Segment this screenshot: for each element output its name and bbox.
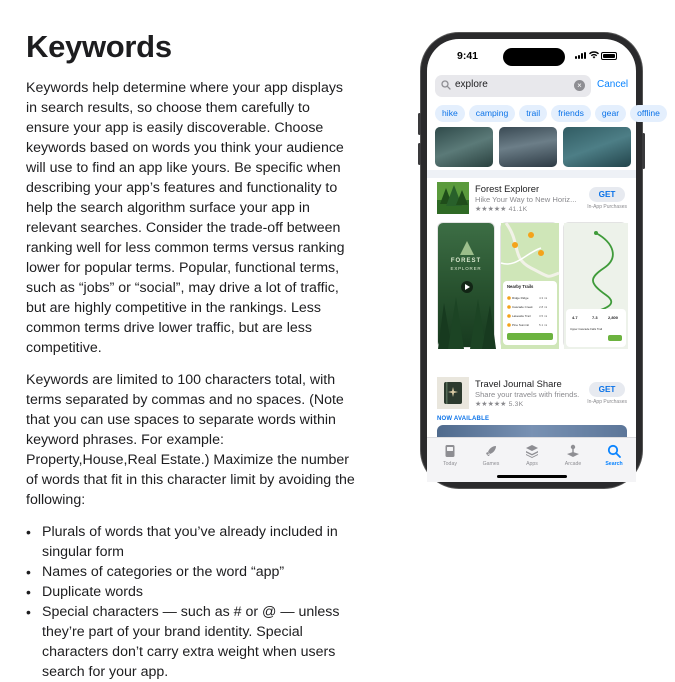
today-icon: [443, 444, 457, 458]
search-input[interactable]: [435, 75, 591, 97]
chip-offline[interactable]: offline: [630, 105, 667, 122]
screenshot-splash[interactable]: [437, 222, 495, 348]
route-label: Upper Cascade Falls Trail: [570, 327, 603, 331]
trail-distance: 5.1 mi: [539, 323, 548, 327]
tab-apps[interactable]: Apps: [511, 444, 553, 472]
result-image: [435, 127, 493, 167]
dynamic-island: [503, 48, 565, 66]
route-stat: 4.7: [572, 315, 578, 320]
list-item: • Special characters — such as # or @ — unless they’re part of your brand identity. Special characters don’t carry extra weight when users search for your app.: [26, 602, 356, 682]
suggestion-chips: [435, 103, 660, 121]
list-item: • Duplicate words: [26, 582, 356, 602]
rating-count: 41.1K: [508, 206, 528, 213]
previous-result-images: [435, 127, 631, 167]
rating-stars: ★★★★★ 41.1K: [475, 206, 528, 213]
home-indicator: [497, 475, 567, 478]
in-app-purchases-label: In-App Purchases: [587, 399, 627, 405]
phone-screen: [427, 39, 660, 482]
battery-icon: [601, 52, 617, 60]
tab-search[interactable]: Search: [593, 444, 635, 472]
clear-icon[interactable]: ×: [574, 80, 585, 91]
volume-up-button: [418, 113, 421, 135]
get-button[interactable]: GET: [589, 187, 625, 202]
get-button[interactable]: GET: [589, 382, 625, 397]
nearby-title: Nearby Trails: [507, 284, 534, 289]
trail-name: Pine Summit: [512, 323, 530, 327]
wifi-icon: [589, 51, 599, 61]
rocket-icon: [484, 444, 498, 458]
app-name: Travel Journal Share: [475, 378, 562, 389]
iphone-mockup: [421, 33, 660, 488]
trail-distance: 2.8 mi: [539, 305, 548, 309]
journal-app-icon: [437, 377, 469, 409]
side-button: [642, 133, 645, 169]
app-screenshots: [437, 222, 627, 348]
route-stat: 7.3: [592, 315, 598, 320]
volume-down-button: [418, 143, 421, 165]
route-stat: 2,800: [608, 315, 619, 320]
app-subtitle: Share your travels with friends.: [475, 390, 580, 399]
chip-friends[interactable]: friends: [551, 105, 591, 122]
trail-name: Cascade Creek: [512, 305, 533, 309]
list-item: • Names of categories or the word “app”: [26, 562, 356, 582]
app-result-travel-journal[interactable]: [437, 377, 627, 411]
search-query: explore: [455, 79, 488, 90]
rating-stars: ★★★★★ 5.3K: [475, 401, 524, 408]
chip-trail[interactable]: trail: [519, 105, 547, 122]
stack-icon: [525, 444, 539, 458]
forest-app-icon: [437, 182, 469, 214]
trail-distance: 4.3 mi: [539, 296, 548, 300]
avoid-list: [26, 522, 356, 682]
intro-paragraph: Keywords help determine where your app displays in search results, so choose them carefully to ensure your app is easily discoverable. Choose keywords based on words you think your audience will use to find an app like yours. Be specific when describing your app’s features and functionality to help the search algorithm surface your app in relevant searches. Consider the trade-off between ranking well for less common terms versus ranking lower for popular terms. Popular, functional terms, such as “jobs” or “social”, may drive a lot of traffic, but are highly competitive in the rankings. Less common terms drive lower traffic, but are less competitive.: [26, 80, 345, 356]
splash-title: FOREST: [450, 258, 482, 264]
search-icon: [607, 444, 621, 458]
limit-paragraph: Keywords are limited to 100 characters total, with terms separated by commas and no spaces. (Note that you can use spaces to separate words within keyword phrases. For example: Property,House,Real Estate.) Maximize the number of words that fit in this character limit by avoiding the following:: [26, 372, 355, 508]
tab-games[interactable]: Games: [470, 444, 512, 472]
trail-name: Lakeside Trail: [512, 314, 531, 318]
trail-distance: 3.5 mi: [539, 314, 548, 318]
joystick-icon: [566, 444, 580, 458]
chip-hike[interactable]: hike: [435, 105, 465, 122]
splash-subtitle: EXPLORER: [450, 266, 482, 271]
rating-count: 5.3K: [508, 401, 524, 408]
result-image: [563, 127, 631, 167]
app-subtitle: Hike Your Way to New Horiz...: [475, 195, 577, 204]
in-app-purchases-label: In-App Purchases: [587, 204, 627, 210]
screenshot-nearby-trails[interactable]: [500, 222, 558, 348]
tab-arcade[interactable]: Arcade: [552, 444, 594, 472]
tab-today[interactable]: Today: [429, 444, 471, 472]
search-row: [435, 75, 631, 97]
app-result-forest-explorer[interactable]: [437, 182, 627, 216]
chip-gear[interactable]: gear: [595, 105, 626, 122]
search-icon: [441, 80, 451, 90]
app-name: Forest Explorer: [475, 183, 540, 194]
page-title: Keywords: [26, 29, 172, 64]
result-image: [499, 127, 557, 167]
cancel-button[interactable]: Cancel: [597, 79, 629, 90]
trail-name: Ridge Ridge: [512, 296, 529, 300]
now-available-label: NOW AVAILABLE: [437, 416, 490, 422]
chip-camping[interactable]: camping: [469, 105, 515, 122]
screenshot-route[interactable]: [563, 222, 627, 348]
section-divider: [427, 170, 636, 178]
list-item: • Plurals of words that you’ve already included in singular form: [26, 522, 356, 562]
article: [26, 30, 356, 682]
status-time: 9:41: [457, 50, 479, 62]
signal-icon: [575, 52, 585, 59]
